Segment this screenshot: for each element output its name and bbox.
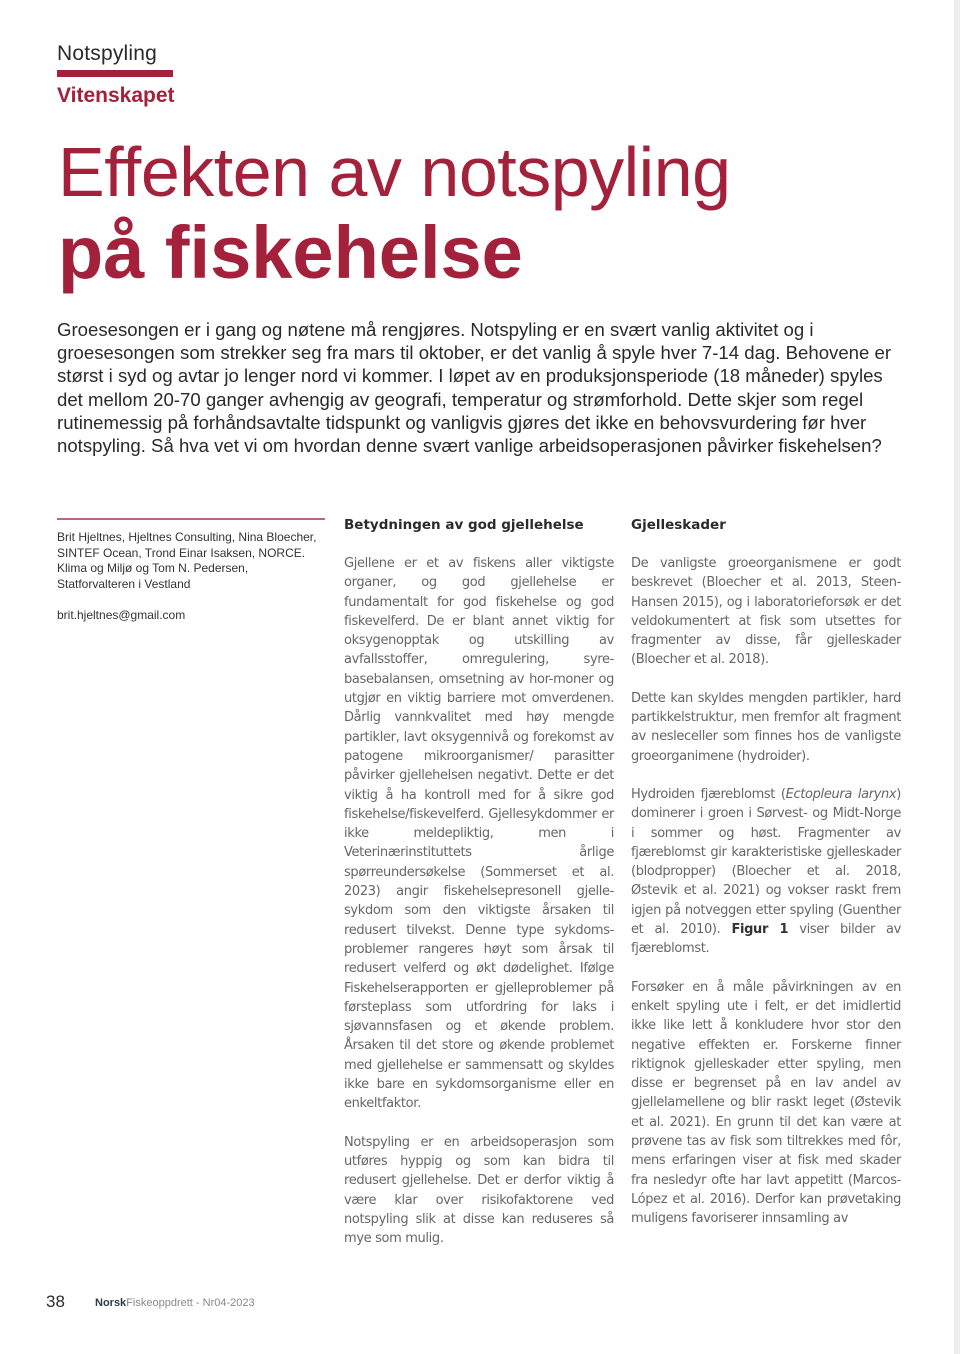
- subsection-label: Vitenskapet: [57, 84, 175, 107]
- section-underline: [57, 70, 173, 77]
- section-heading: Gjelleskader: [631, 517, 726, 533]
- body-paragraph: De vanligste groeorganismene er godt beskrevet (Bloecher et al. 2013, Steen-Hansen 2015), og i laboratorieforsøk er det veldokumentert at fisk som utsettes for fragmenter av disse, får gjelleskader (Bloecher et al. 2018).: [631, 556, 901, 668]
- publication-name: Fiskeoppdrett: [126, 1297, 193, 1309]
- author-list: Brit Hjeltnes, Hjeltnes Consulting, Nina Bloecher, SINTEF Ocean, Trond Einar Isaksen, NORCE. Klima og Miljø og Tom N. Pedersen, Statforvalteren i Vestland: [57, 530, 317, 591]
- issue-number: - Nr04-2023: [192, 1297, 255, 1309]
- column-1: [344, 516, 614, 1267]
- byline-divider: [57, 518, 325, 520]
- article-title-line2: på fiskehelse: [58, 211, 523, 294]
- author-email[interactable]: brit.hjeltnes@gmail.com: [57, 608, 186, 622]
- section-label: Notspyling: [57, 42, 158, 65]
- page-edge: [954, 0, 960, 1354]
- figure-reference: Figur 1: [731, 922, 789, 938]
- body-paragraph: Gjellene er et av fiskens aller viktigste organer, og god gjellehelse er fundamentalt for god fiskehelse og god fiskevelferd. De er blant annet viktig for oksygenopptak og utskilling av avfallsstoffer, omregulering, syre-basebalansen, omsetning av hor-moner og utgjør en viktig barriere mot omverdenen. Dårlig vannkvalitet med høy mengde partikler, lavt oksygennivå og forekomst av patogene mikroorganismer/ parasitter påvirker gjellehelsen negativt. Dette er det viktig å ha kontroll med for å sikre god fiskehelse/fiskevelferd. Gjellesykdommer er ikke meldepliktig, men i Veterinærinstituttets årlige spørreundersøkelse (Sommerset et al. 2023) angir fiskehelsepresonell gjelle-sykdom som den viktigste årsaken til redusert tilvekst. Denne type sykdoms-problemer rangeres høyt som årsak til redusert velferd og økt dødelighet. Ifølge Fiskehelserapporten er gjelleproblemer på førsteplass som utfordring for laks i sjøvannsfasen og et økende problem. Årsaken til det store og økende problemet med gjellehelse er sammensatt og skyldes ikke bare en sykdomsorganisme eller en enkeltfaktor.: [344, 556, 614, 1112]
- text-run: ) dominerer i groen i Sørvest- og Midt-Norge i sommer og høst. Fragmenter av fjæreblomst gir karakteristiske gjelleskader (blodpropper) (Bloecher et al. 2018, Østevik et al. 2021) og vokser raskt frem igjen på notveggen etter spyling (Guenther et al. 2010).: [631, 786, 902, 938]
- body-paragraph: Forsøker en å måle påvirkningen av en enkelt spyling ute i felt, er det imidlertid ikke like lett å konkludere hvor stor den negative effekten er. Forskerne finner riktignok gjelleskader etter spyling, men disse er begrenset på en lav andel av gjellelamellene og blir raskt leget (Østevik et al. 2021). En grunn til det kan være at prøvene tas av fisk som tiltrekkes med fôr, mens erfaringen viser at fisk med skader fra nesledyr ofte har lavt appetitt (Marcos-López et al. 2016). Derfor kan prøvetaking muligens favoriserer innsamling av: [631, 979, 901, 1227]
- article-title-line1: Effekten av notspyling: [58, 133, 731, 211]
- species-name: Ectopleura larynx: [785, 786, 897, 802]
- body-paragraph: Dette kan skyldes mengden partikler, hard partikkelstruktur, men fremfor alt fragment av nesleceller som finnes hos de vanligste groeorganimene (hydroider).: [631, 690, 901, 764]
- page-number: 38: [46, 1292, 65, 1311]
- section-heading: Betydningen av god gjellehelse: [344, 517, 584, 533]
- body-paragraph: [631, 785, 901, 959]
- publication-footer: [95, 1297, 255, 1309]
- text-run: Hydroiden fjæreblomst (: [631, 786, 786, 802]
- lead-paragraph: Groesesongen er i gang og nøtene må rengjøres. Notspyling er en svært vanlig aktivitet og i groesesongen som strekker seg fra mars til oktober, er det vanlig å spyle hver 7-14 dag. Behovene er størst i syd og avtar jo lenger nord vi kommer. I løpet av en produksjonsperiode (18 måneder) spyles det mellom 20-70 ganger avhengig av geografi, temperatur og strømforhold. Dette skjer som regel rutinemessig på forhåndsavtalte tidspunkt og vanligvis gjøres det ikke en behovsvurdering før hver notspyling. Så hva vet vi om hvordan denne svært vanlige arbeidsoperasjonen påvirker fiskehelsen?: [57, 319, 892, 457]
- publication-name-bold: Norsk: [95, 1297, 127, 1309]
- column-2: [631, 516, 901, 1248]
- body-paragraph: Notspyling er en arbeidsoperasjon som utføres hyppig og som kan bidra til redusert gjellehelse. Det er derfor viktig å være klar over risikofaktorene ved notspyling slik at disse kan reduseres så mye som mulig.: [344, 1134, 614, 1247]
- text-run: viser bilder av fjæreblomst.: [631, 922, 901, 957]
